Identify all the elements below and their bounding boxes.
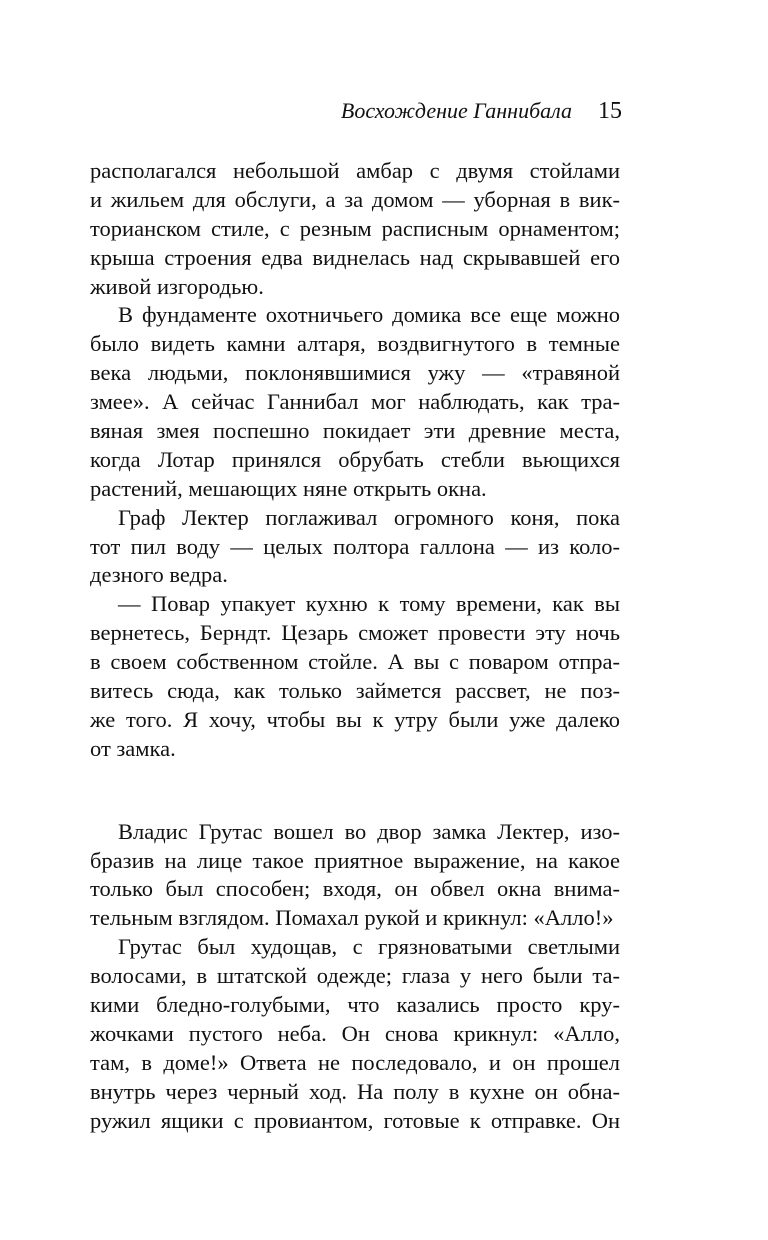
paragraph-grutas-arrives: [90, 818, 620, 934]
text-line: волосами, в штатской одежде; глаза у него были та-: [90, 963, 620, 989]
text-line: и жильем для обслуги, а за домом — уборная в вик-: [90, 186, 620, 212]
text-line: жочками пустого неба. Он снова крикнул: «Алло,: [90, 1020, 620, 1046]
text-line: кими бледно-голубыми, что казались просто кру-: [90, 992, 620, 1018]
text-line: растений, мешающих няне открыть окна.: [90, 475, 487, 501]
text-line: Владис Грутас вошел во двор замка Лектер, изо-: [118, 818, 620, 844]
text-line: бразив на лице такое приятное выражение, на какое: [90, 847, 620, 873]
text-line: — Повар упакует кухню к тому времени, как вы: [118, 591, 620, 617]
book-title: Восхождение Ганнибала: [340, 98, 572, 123]
text-line: было видеть камни алтаря, воздвигнутого в темные: [90, 331, 620, 357]
text-line: дезного ведра.: [90, 562, 228, 588]
running-header: [300, 97, 622, 125]
paragraph-count-lecter: [90, 504, 620, 591]
text-line: Граф Лектер поглаживал огромного коня, пока: [118, 504, 620, 530]
text-line: торианском стиле, с резным расписным орнаментом;: [90, 215, 620, 241]
text-line: от замка.: [90, 735, 176, 761]
text-line: живой изгородью.: [90, 273, 264, 299]
text-line: вернетесь, Берндт. Цезарь сможет провести эту ночь: [90, 620, 620, 646]
text-line: витесь сюда, как только займется рассвет, не поз-: [90, 678, 620, 704]
text-line: там, в доме!» Ответа не последовало, и он прошел: [90, 1049, 620, 1075]
paragraph-grutas-description: [90, 933, 620, 1135]
text-line: когда Лотар принялся обрубать стебли вьющихся: [90, 446, 620, 472]
paragraph-continued: [90, 157, 620, 301]
text-line: же того. Я хочу, чтобы вы к утру были уже далеко: [90, 706, 620, 732]
paragraph-altar: [90, 301, 620, 503]
text-line: века людьми, поклонявшимися ужу — «травяной: [90, 360, 620, 386]
text-line: В фундаменте охотничьего домика все еще можно: [118, 302, 620, 328]
text-line: тот пил воду — целых полтора галлона — из коло-: [90, 533, 620, 559]
paragraph-dialogue: [90, 590, 620, 763]
text-line: вяная змея поспешно покидает эти древние места,: [90, 418, 620, 444]
text-line: располагался небольшой амбар с двумя стойлами: [90, 158, 620, 183]
text-line: ружил ящики с провиантом, готовые к отправке. Он: [90, 1107, 620, 1133]
text-line: Грутас был худощав, с грязноватыми светлыми: [118, 934, 620, 960]
text-line: крыша строения едва виднелась над скрывавшей его: [90, 244, 620, 270]
page-number: 15: [598, 98, 622, 124]
section-break: [90, 764, 620, 818]
text-line: внутрь через черный ход. На полу в кухне он обна-: [90, 1078, 620, 1104]
text-line: только был способен; входя, он обвел окна внима-: [90, 876, 620, 902]
text-line: тельным взглядом. Помахал рукой и крикнул: «Алло!»: [90, 905, 614, 931]
body-text: [90, 157, 620, 1136]
text-line: в своем собственном стойле. А вы с поваром отпра-: [90, 649, 620, 675]
text-line: змее». А сейчас Ганнибал мог наблюдать, как тра-: [90, 389, 620, 415]
